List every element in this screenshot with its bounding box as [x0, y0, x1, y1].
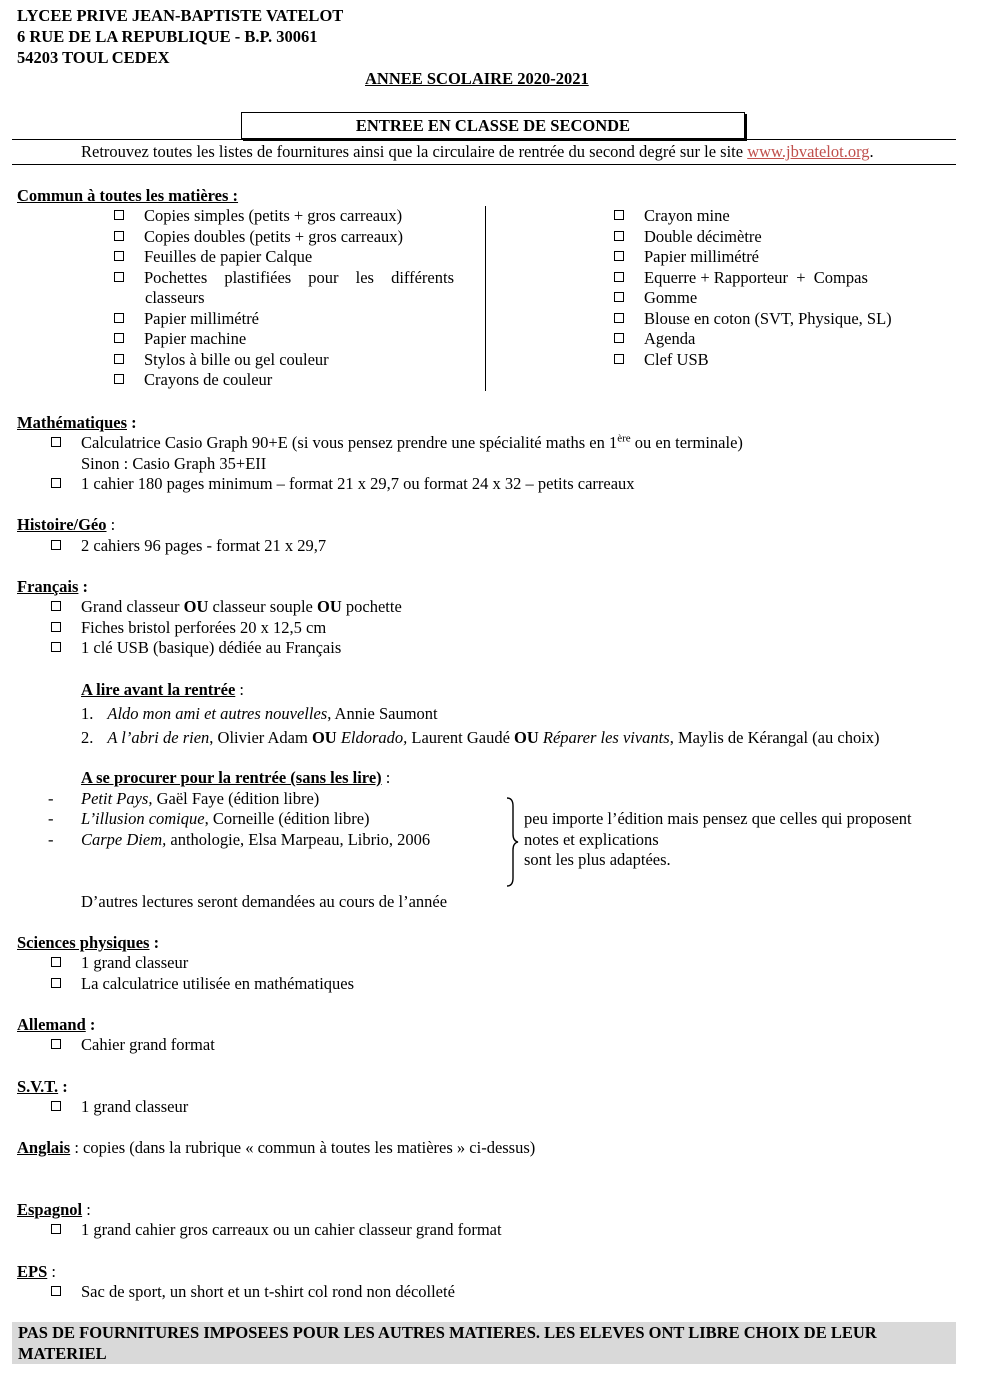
- checkbox[interactable]: [614, 292, 624, 302]
- info-text: Retrouvez toutes les listes de fournitures ainsi que la circulaire de rentrée du second degré sur le site: [81, 142, 748, 161]
- espagnol-heading: Espagnol :: [17, 1200, 91, 1219]
- list-item: 1 clé USB (basique) dédiée au Français: [51, 638, 341, 659]
- checkbox[interactable]: [51, 957, 61, 967]
- svt-heading: S.V.T. :: [17, 1077, 68, 1096]
- checkbox[interactable]: [51, 978, 61, 988]
- read-heading: A lire avant la rentrée :: [81, 680, 244, 699]
- buy-item-3: Carpe Diem, anthologie, Elsa Marpeau, Librio, 2006: [81, 830, 431, 849]
- checkbox[interactable]: [614, 210, 624, 220]
- checkbox[interactable]: [114, 354, 124, 364]
- francais-heading: Français :: [17, 577, 89, 596]
- buy-heading: A se procurer pour la rentrée (sans les lire) :: [81, 768, 391, 787]
- school-address-line1: 6 RUE DE LA REPUBLIQUE - B.P. 30061: [17, 27, 318, 46]
- checkbox[interactable]: [51, 1039, 61, 1049]
- list-item: La calculatrice utilisée en mathématiques: [51, 974, 354, 995]
- common-heading: Commun à toutes les matières :: [17, 186, 239, 205]
- allemand-heading: Allemand :: [17, 1015, 96, 1034]
- footer-notice: PAS DE FOURNITURES IMPOSEES POUR LES AUTRES MATIERES. LES ELEVES ONT LIBRE CHOIX DE LEUR MATERIEL: [12, 1322, 956, 1364]
- list-item: 1 grand classeur: [51, 1097, 188, 1118]
- list-item: 2 cahiers 96 pages - format 21 x 29,7: [51, 536, 326, 557]
- anglais-line: Anglais : copies (dans la rubrique « commun à toutes les matières » ci-dessus): [17, 1138, 536, 1157]
- physique-heading: Sciences physiques :: [17, 933, 160, 952]
- list-item: Calculatrice Casio Graph 90+E (si vous pensez prendre une spécialité maths en 1ère ou en terminale): [51, 433, 743, 454]
- class-title-box: [241, 112, 745, 139]
- checkbox[interactable]: [114, 210, 124, 220]
- list-item: 1 grand cahier gros carreaux ou un cahier classeur grand format: [51, 1220, 502, 1241]
- list-item: Papier millimétré: [114, 309, 259, 330]
- checkbox[interactable]: [51, 437, 61, 447]
- brace-icon: [504, 796, 520, 888]
- top-divider: [12, 139, 956, 140]
- checkbox[interactable]: [51, 540, 61, 550]
- list-item: Papier millimétré: [614, 247, 759, 268]
- list-item: Agenda: [614, 329, 695, 350]
- buy-item-2: L’illusion comique, Corneille (édition libre): [81, 809, 370, 828]
- list-item: Crayon mine: [614, 206, 730, 227]
- list-item: 1 grand classeur: [51, 953, 188, 974]
- checkbox[interactable]: [114, 272, 124, 282]
- info-end: .: [869, 142, 874, 161]
- checkbox[interactable]: [51, 478, 61, 488]
- checkbox[interactable]: [51, 601, 61, 611]
- school-year: ANNEE SCOLAIRE 2020-2021: [365, 69, 589, 88]
- list-item: Clef USB: [614, 350, 709, 371]
- histoire-heading: Histoire/Géo :: [17, 515, 116, 534]
- school-name: LYCEE PRIVE JEAN-BAPTISTE VATELOT: [17, 6, 344, 25]
- checkbox[interactable]: [114, 313, 124, 323]
- checkbox[interactable]: [114, 251, 124, 261]
- list-item: 1 cahier 180 pages minimum – format 21 x 29,7 ou format 24 x 32 – petits carreaux: [51, 474, 635, 495]
- checkbox[interactable]: [614, 333, 624, 343]
- checkbox[interactable]: [51, 1286, 61, 1296]
- checkbox[interactable]: [114, 231, 124, 241]
- checkbox[interactable]: [614, 354, 624, 364]
- list-item: Papier machine: [114, 329, 246, 350]
- note-line-2: notes et explications: [524, 830, 659, 849]
- list-item: Copies simples (petits + gros carreaux): [114, 206, 402, 227]
- checkbox[interactable]: [51, 1101, 61, 1111]
- dash-bullet: -: [48, 789, 54, 808]
- other-reads: D’autres lectures seront demandées au cours de l’année: [81, 892, 448, 911]
- list-item-continuation: classeurs: [145, 288, 205, 307]
- bottom-divider: [12, 164, 956, 165]
- list-item-continuation: Sinon : Casio Graph 35+EII: [81, 454, 267, 473]
- note-line-3: sont les plus adaptées.: [524, 850, 671, 869]
- maths-heading: Mathématiques :: [17, 413, 137, 432]
- checkbox[interactable]: [614, 272, 624, 282]
- list-item: Grand classeur OU classeur souple OU pochette: [51, 597, 402, 618]
- dash-bullet: -: [48, 809, 54, 828]
- read-item-2: 2. A l’abri de rien, Olivier Adam OU Eldorado, Laurent Gaudé OU Réparer les vivants, Maylis de Kérangal (au choix): [81, 728, 880, 747]
- list-item: Pochettes plastifiées pour les différents: [114, 268, 454, 289]
- list-item: Crayons de couleur: [114, 370, 272, 391]
- column-separator: [485, 206, 486, 391]
- checkbox[interactable]: [114, 333, 124, 343]
- read-item-1: 1. Aldo mon ami et autres nouvelles, Annie Saumont: [81, 704, 438, 723]
- class-title: ENTREE EN CLASSE DE SECONDE: [355, 116, 631, 135]
- eps-heading: EPS :: [17, 1262, 56, 1281]
- list-item: Stylos à bille ou gel couleur: [114, 350, 329, 371]
- list-item: Feuilles de papier Calque: [114, 247, 312, 268]
- list-item: Copies doubles (petits + gros carreaux): [114, 227, 403, 248]
- checkbox[interactable]: [51, 622, 61, 632]
- list-item: Sac de sport, un short et un t-shirt col rond non décolleté: [51, 1282, 455, 1303]
- school-address-line2: 54203 TOUL CEDEX: [17, 48, 170, 67]
- list-item: Cahier grand format: [51, 1035, 215, 1056]
- checkbox[interactable]: [614, 231, 624, 241]
- checkbox[interactable]: [51, 1224, 61, 1234]
- list-item: Gomme: [614, 288, 697, 309]
- checkbox[interactable]: [614, 313, 624, 323]
- note-line-1: peu importe l’édition mais pensez que celles qui proposent: [524, 809, 912, 828]
- list-item: Blouse en coton (SVT, Physique, SL): [614, 309, 892, 330]
- checkbox[interactable]: [614, 251, 624, 261]
- checkbox[interactable]: [51, 642, 61, 652]
- list-item: Double décimètre: [614, 227, 762, 248]
- checkbox[interactable]: [114, 374, 124, 384]
- buy-item-1: Petit Pays, Gaël Faye (édition libre): [81, 789, 320, 808]
- list-item: Equerre + Rapporteur + Compas: [614, 268, 868, 289]
- info-line: [81, 142, 874, 163]
- dash-bullet: -: [48, 830, 54, 849]
- list-item: Fiches bristol perforées 20 x 12,5 cm: [51, 618, 326, 639]
- website-link[interactable]: www.jbvatelot.org: [747, 142, 870, 161]
